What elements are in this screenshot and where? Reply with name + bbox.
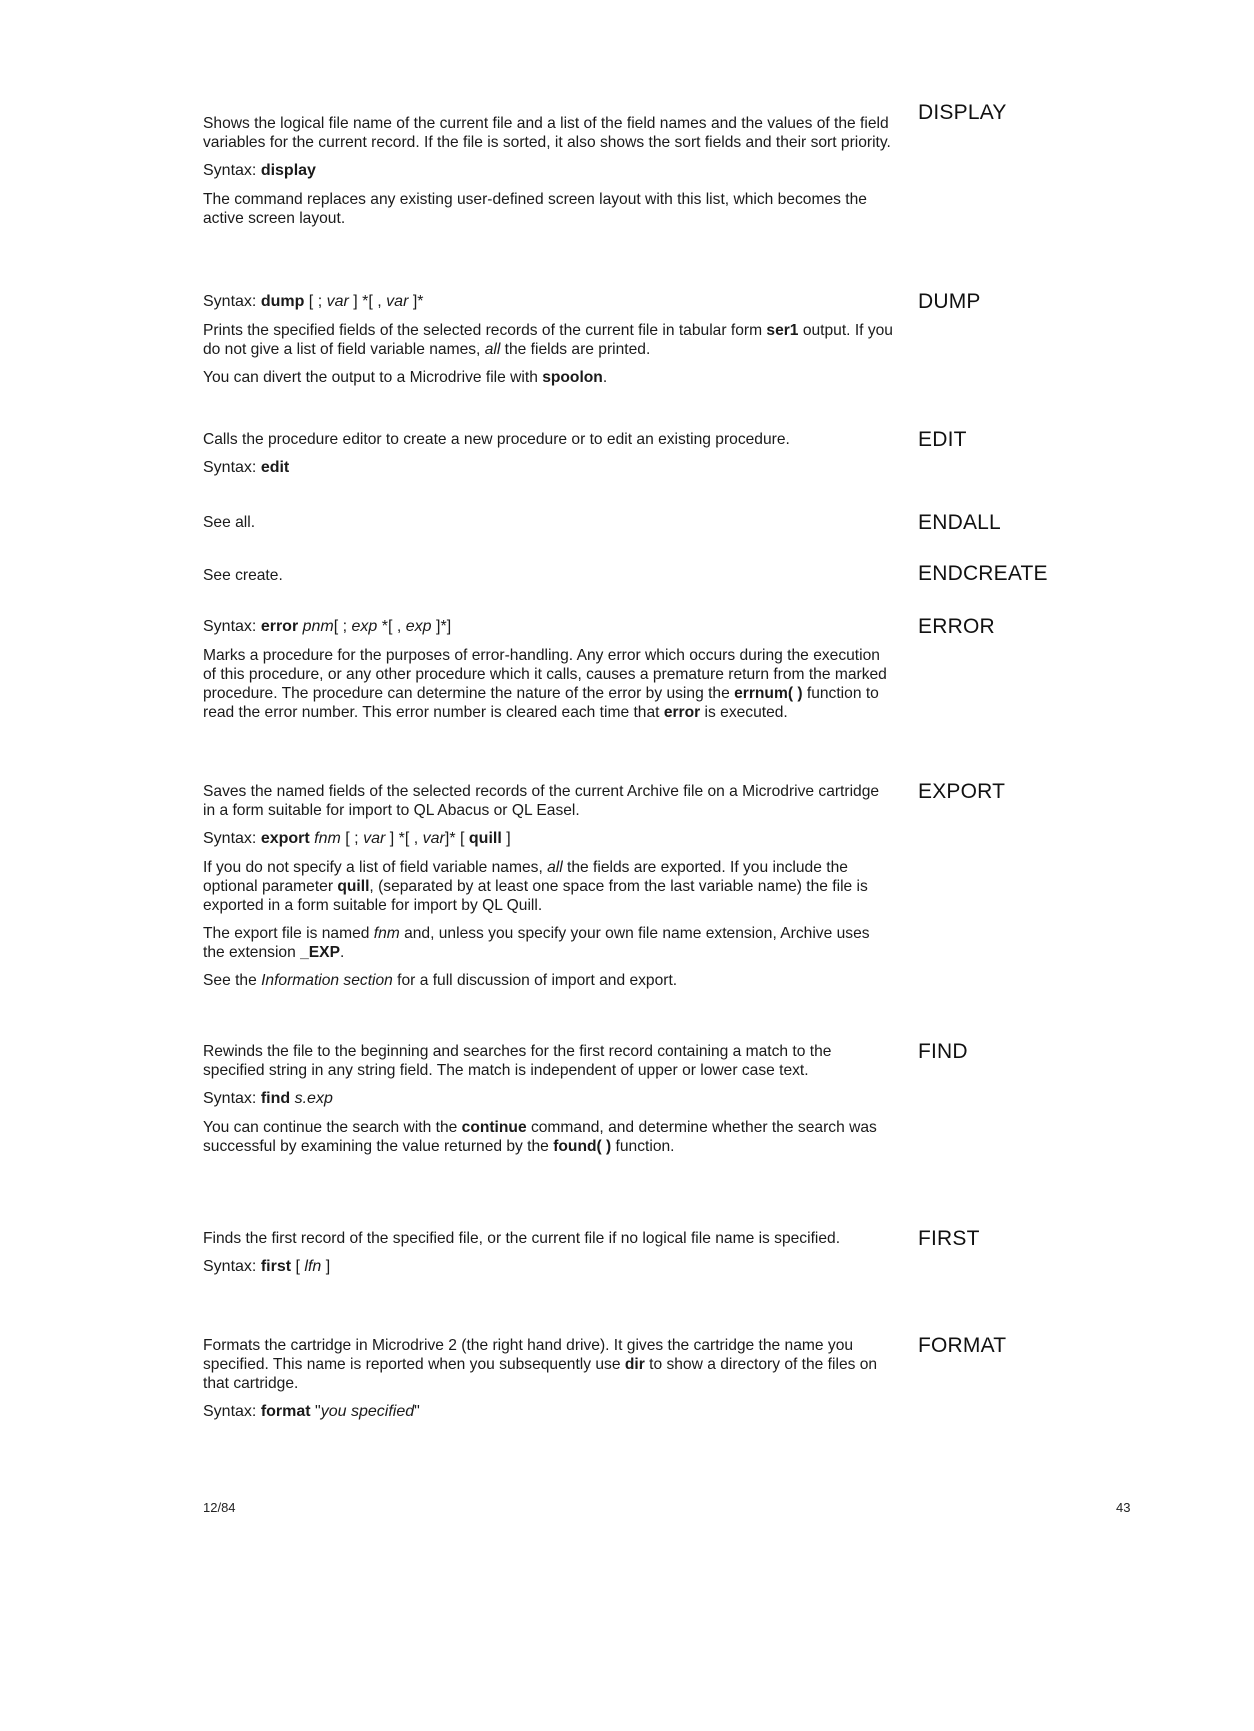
display-description: Shows the logical file name of the current file and a list of the field names and the values of the field variables for the current record. If the file is sorted, it also shows the sort fields and their sort priority. (203, 115, 891, 151)
endcreate-description: See create. (203, 567, 283, 584)
error-syntax: Syntax: error pnm[ ; exp *[ , exp ]*] (203, 618, 452, 635)
first-description: Finds the first record of the specified file, or the current file if no logical file name is specified. (203, 1230, 841, 1247)
first-syntax: Syntax: first [ lfn ] (203, 1258, 331, 1275)
entry-display (203, 114, 893, 228)
heading-export: EXPORT (918, 780, 1006, 803)
page-number: 43 (1116, 1500, 1131, 1515)
entry-error (203, 617, 893, 722)
footer-date: 12/84 (203, 1500, 236, 1515)
export-description: Saves the named fields of the selected records of the current Archive file on a Microdrive cartridge in a form suitable for import to QL Abacus or QL Easel. (203, 783, 880, 819)
edit-description: Calls the procedure editor to create a new procedure or to edit an existing procedure. (203, 431, 790, 448)
heading-display: DISPLAY (918, 101, 1007, 124)
find-syntax: Syntax: find s.exp (203, 1090, 333, 1107)
format-syntax: Syntax: format "you specified" (203, 1403, 420, 1420)
format-description: Formats the cartridge in Microdrive 2 (the right hand drive). It gives the cartridge the name you specified. This name is reported when you subsequently use dir to show a directory of the files on that cartridge. (203, 1337, 878, 1392)
export-syntax: Syntax: export fnm [ ; var ] *[ , var]* [ quill ] (203, 830, 511, 847)
export-see-also: See the Information section for a full discussion of import and export. (203, 972, 678, 989)
heading-first: FIRST (918, 1227, 980, 1250)
heading-find: FIND (918, 1040, 968, 1063)
entry-edit (203, 430, 893, 478)
heading-dump: DUMP (918, 290, 981, 313)
heading-edit: EDIT (918, 428, 967, 451)
dump-description: Prints the specified fields of the selected records of the current file in tabular form ser1 output. If you do not give a list of field variable names, all the fields are printed. (203, 322, 893, 358)
export-filename: The export file is named fnm and, unless you specify your own file name extension, Archive uses the extension _EXP. (203, 925, 870, 961)
entry-endcreate (203, 566, 893, 585)
entry-first (203, 1229, 893, 1277)
heading-error: ERROR (918, 615, 995, 638)
heading-format: FORMAT (918, 1334, 1007, 1357)
entry-export (203, 782, 893, 990)
dump-syntax: Syntax: dump [ ; var ] *[ , var ]* (203, 293, 424, 310)
entry-dump (203, 292, 893, 387)
heading-endcreate: ENDCREATE (918, 562, 1048, 585)
display-syntax: Syntax: display (203, 162, 316, 179)
entry-find (203, 1042, 893, 1156)
edit-syntax: Syntax: edit (203, 459, 290, 476)
entry-format (203, 1336, 893, 1422)
entry-endall (203, 513, 893, 532)
error-description: Marks a procedure for the purposes of error-handling. Any error which occurs during the execution of this procedure, or any other procedure which it calls, causes a premature return from the marked procedure. The procedure can determine the nature of the error by using the errnum( ) function to read the error number. This error number is cleared each time that error is executed. (203, 647, 887, 721)
find-description: Rewinds the file to the beginning and searches for the first record containing a match to the specified string in any string field. The match is independent of upper or lower case text. (203, 1043, 832, 1079)
dump-note: You can divert the output to a Microdrive file with spoolon. (203, 369, 608, 386)
heading-endall: ENDALL (918, 511, 1001, 534)
export-options: If you do not specify a list of field variable names, all the fields are exported. If you include the optional parameter quill, (separated by at least one space from the last variable name) the file is exported in a form suitable for import by QL Quill. (203, 859, 868, 914)
find-note: You can continue the search with the continue command, and determine whether the search was successful by examining the value returned by the found( ) function. (203, 1119, 877, 1155)
endall-description: See all. (203, 514, 256, 531)
display-note: The command replaces any existing user-defined screen layout with this list, which becomes the active screen layout. (203, 191, 867, 227)
